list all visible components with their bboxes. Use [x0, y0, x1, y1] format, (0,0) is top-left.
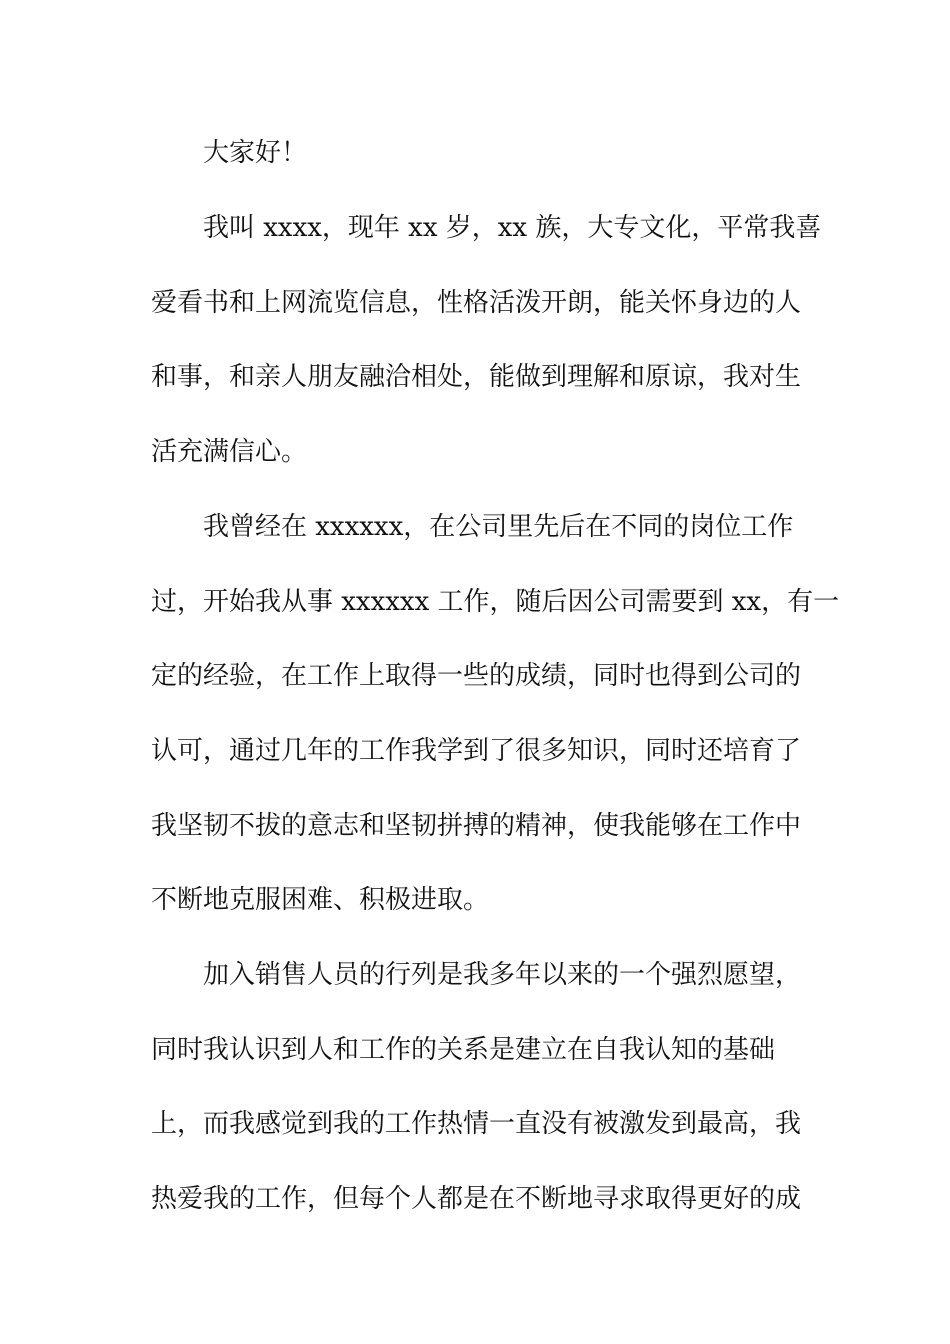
- paragraph-1-line-4: 活充满信心。: [151, 437, 308, 467]
- greeting-line: 大家好！: [203, 138, 308, 168]
- paragraph-1-line-1: 我叫 xxxx，现年 xx 岁，xx 族，大专文化，平常我喜: [203, 213, 822, 243]
- paragraph-3-line-2: 同时我认识到人和工作的关系是建立在自我认知的基础: [151, 1035, 776, 1065]
- paragraph-1-line-2: 爱看书和上网流览信息，性格活泼开朗，能关怀身边的人: [151, 288, 802, 318]
- paragraph-2-line-1: 我曾经在 xxxxxx，在公司里先后在不同的岗位工作: [203, 512, 794, 542]
- paragraph-2-line-5: 我坚韧不拔的意志和坚韧拼搏的精神，使我能够在工作中: [151, 811, 802, 841]
- paragraph-2-line-2: 过，开始我从事 xxxxxx 工作，随后因公司需要到 xx，有一: [151, 587, 840, 617]
- paragraph-2-line-3: 定的经验，在工作上取得一些的成绩，同时也得到公司的: [151, 661, 802, 691]
- paragraph-2-line-4: 认可，通过几年的工作我学到了很多知识，同时还培育了: [151, 736, 802, 766]
- paragraph-1-line-3: 和事，和亲人朋友融洽相处，能做到理解和原谅，我对生: [151, 362, 802, 392]
- paragraph-3-line-4: 热爱我的工作，但每个人都是在不断地寻求取得更好的成: [151, 1184, 802, 1214]
- paragraph-3-line-3: 上，而我感觉到我的工作热情一直没有被激发到最高，我: [151, 1109, 802, 1139]
- paragraph-3-line-1: 加入销售人员的行列是我多年以来的一个强烈愿望，: [203, 960, 802, 990]
- paragraph-2-line-6: 不断地克服困难、积极进取。: [151, 885, 490, 915]
